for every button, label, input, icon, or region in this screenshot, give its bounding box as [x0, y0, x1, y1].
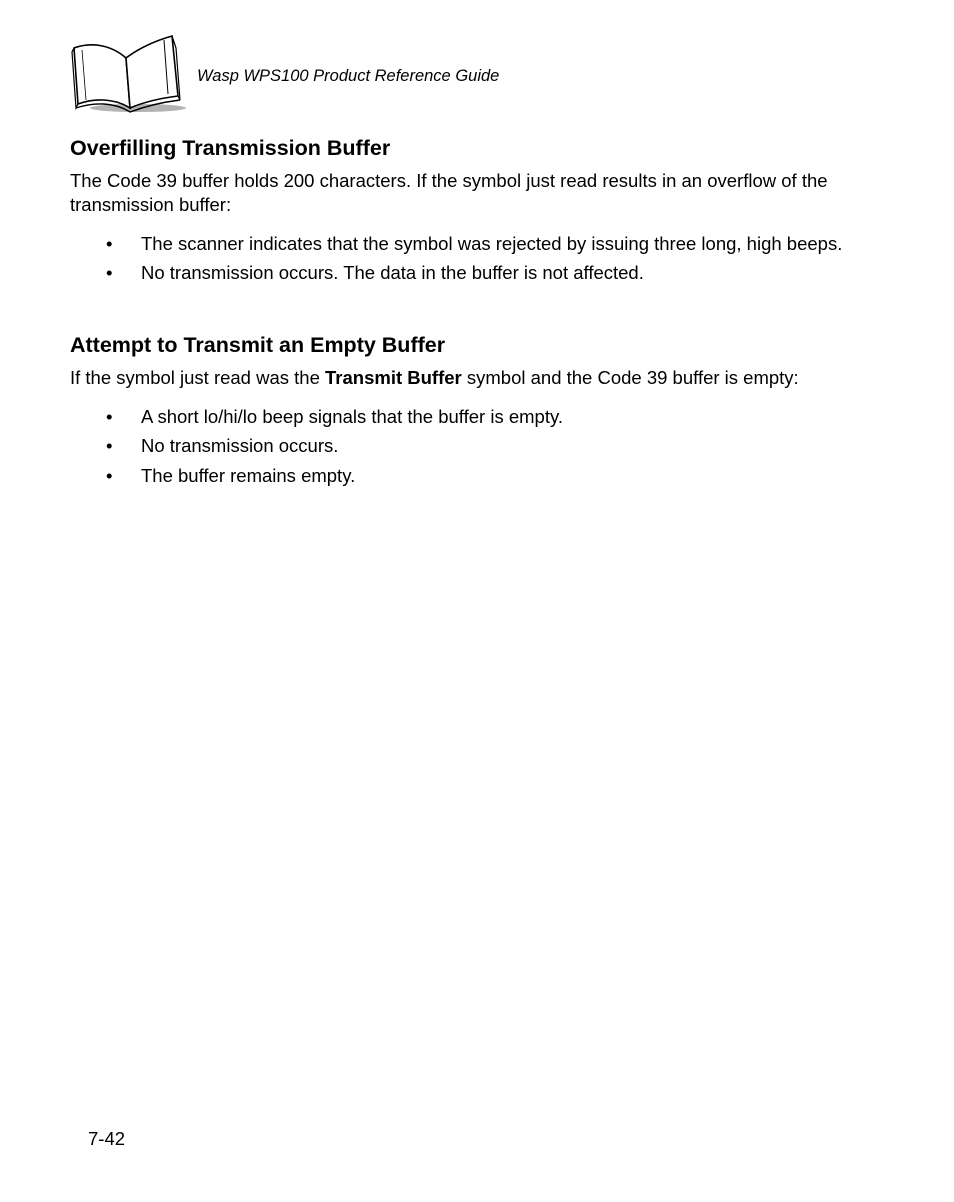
- bullet-text: A short lo/hi/lo beep signals that the buffer is empty.: [141, 406, 563, 427]
- section-heading-empty-buffer: Attempt to Transmit an Empty Buffer: [70, 333, 446, 357]
- intro-text-start: If the symbol just read was the: [70, 367, 326, 388]
- bullet-text: The scanner indicates that the symbol was rejected by issuing three long, high beeps.: [141, 233, 843, 254]
- intro-text-end: symbol and the Code 39 buffer is empty:: [461, 367, 799, 388]
- section-intro-overfilling: The Code 39 buffer holds 200 characters. If the symbol just read results in an overflow of the transmission buffer:: [70, 170, 828, 215]
- bullet-marker: •: [106, 406, 113, 427]
- section-intro-empty-buffer: [70, 366, 860, 390]
- list-item: [70, 434, 850, 458]
- bullet-marker: •: [106, 465, 113, 486]
- bullet-list-overfilling: [70, 232, 850, 285]
- bullet-text: The buffer remains empty.: [141, 465, 356, 486]
- bullet-text: No transmission occurs.: [141, 435, 339, 456]
- open-book-icon: [68, 34, 188, 116]
- running-header-title: Wasp WPS100 Product Reference Guide: [197, 67, 500, 85]
- bullet-list-empty-buffer: [70, 405, 850, 488]
- list-item: [70, 261, 850, 285]
- section-heading-overfilling: Overfilling Transmission Buffer: [70, 136, 391, 160]
- transmit-buffer-term: Transmit Buffer: [325, 367, 462, 388]
- list-item: [70, 464, 850, 488]
- bullet-marker: •: [106, 435, 113, 456]
- bullet-text: No transmission occurs. The data in the buffer is not affected.: [141, 262, 644, 283]
- list-item: [70, 232, 850, 256]
- page-number: 7-42: [88, 1128, 126, 1149]
- bullet-marker: •: [106, 262, 113, 283]
- list-item: [70, 405, 850, 429]
- bullet-marker: •: [106, 233, 113, 254]
